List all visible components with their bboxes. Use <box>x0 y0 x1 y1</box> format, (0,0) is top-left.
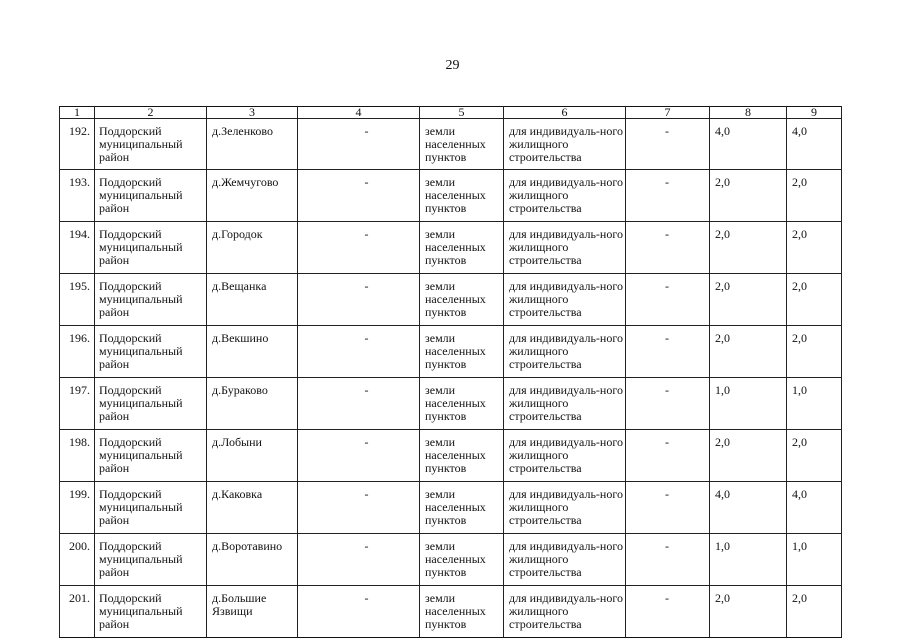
district-cell: Поддорский муниципальный район <box>95 534 207 586</box>
column-4-cell: - <box>298 274 420 326</box>
column-9-cell: 2,0 <box>787 326 842 378</box>
column-8-cell: 2,0 <box>710 274 787 326</box>
header-cell: 7 <box>626 107 710 119</box>
land-category-cell: земли населенных пунктов <box>420 534 504 586</box>
row-number: 197. <box>60 378 95 430</box>
column-8-cell: 1,0 <box>710 378 787 430</box>
page-number: 29 <box>445 58 460 73</box>
table-row <box>60 482 842 534</box>
permitted-use-cell: для индивидуаль-ного жилищного строительства <box>504 119 626 170</box>
permitted-use-cell: для индивидуаль-ного жилищного строительства <box>504 482 626 534</box>
column-8-cell: 2,0 <box>710 586 787 638</box>
table-row <box>60 119 842 170</box>
table-row <box>60 274 842 326</box>
settlement-cell: д.Лобыни <box>207 430 298 482</box>
column-9-cell: 2,0 <box>787 430 842 482</box>
table-header-row <box>60 107 842 119</box>
column-9-cell: 2,0 <box>787 586 842 638</box>
land-category-cell: земли населенных пунктов <box>420 274 504 326</box>
row-number: 198. <box>60 430 95 482</box>
column-9-cell: 1,0 <box>787 378 842 430</box>
permitted-use-cell: для индивидуаль-ного жилищного строительства <box>504 378 626 430</box>
header-cell: 9 <box>787 107 842 119</box>
header-cell: 6 <box>504 107 626 119</box>
column-7-cell: - <box>626 274 710 326</box>
settlement-cell: д.Большие Язвищи <box>207 586 298 638</box>
land-category-cell: земли населенных пунктов <box>420 326 504 378</box>
row-number: 196. <box>60 326 95 378</box>
column-4-cell: - <box>298 119 420 170</box>
column-4-cell: - <box>298 378 420 430</box>
land-plots-table <box>59 106 842 638</box>
settlement-cell: д.Городок <box>207 222 298 274</box>
permitted-use-cell: для индивидуаль-ного жилищного строительства <box>504 586 626 638</box>
table-row <box>60 534 842 586</box>
table-row <box>60 326 842 378</box>
column-9-cell: 4,0 <box>787 482 842 534</box>
column-4-cell: - <box>298 534 420 586</box>
row-number: 201. <box>60 586 95 638</box>
column-8-cell: 2,0 <box>710 430 787 482</box>
column-7-cell: - <box>626 482 710 534</box>
land-category-cell: земли населенных пунктов <box>420 119 504 170</box>
land-category-cell: земли населенных пунктов <box>420 170 504 222</box>
table-row <box>60 170 842 222</box>
column-7-cell: - <box>626 119 710 170</box>
column-7-cell: - <box>626 326 710 378</box>
column-7-cell: - <box>626 586 710 638</box>
settlement-cell: д.Воротавино <box>207 534 298 586</box>
column-8-cell: 4,0 <box>710 119 787 170</box>
column-7-cell: - <box>626 170 710 222</box>
column-4-cell: - <box>298 222 420 274</box>
land-category-cell: земли населенных пунктов <box>420 482 504 534</box>
header-cell: 1 <box>60 107 95 119</box>
column-7-cell: - <box>626 430 710 482</box>
land-category-cell: земли населенных пунктов <box>420 586 504 638</box>
permitted-use-cell: для индивидуаль-ного жилищного строительства <box>504 170 626 222</box>
row-number: 192. <box>60 119 95 170</box>
table-row <box>60 378 842 430</box>
row-number: 200. <box>60 534 95 586</box>
permitted-use-cell: для индивидуаль-ного жилищного строительства <box>504 534 626 586</box>
column-4-cell: - <box>298 586 420 638</box>
column-4-cell: - <box>298 170 420 222</box>
row-number: 194. <box>60 222 95 274</box>
column-7-cell: - <box>626 222 710 274</box>
column-9-cell: 2,0 <box>787 170 842 222</box>
district-cell: Поддорский муниципальный район <box>95 378 207 430</box>
column-7-cell: - <box>626 378 710 430</box>
column-8-cell: 2,0 <box>710 326 787 378</box>
header-cell: 4 <box>298 107 420 119</box>
row-number: 193. <box>60 170 95 222</box>
settlement-cell: д.Зеленково <box>207 119 298 170</box>
column-4-cell: - <box>298 482 420 534</box>
settlement-cell: д.Жемчугово <box>207 170 298 222</box>
column-9-cell: 1,0 <box>787 534 842 586</box>
land-category-cell: земли населенных пунктов <box>420 222 504 274</box>
settlement-cell: д.Каковка <box>207 482 298 534</box>
land-category-cell: земли населенных пунктов <box>420 378 504 430</box>
district-cell: Поддорский муниципальный район <box>95 119 207 170</box>
column-4-cell: - <box>298 430 420 482</box>
column-9-cell: 4,0 <box>787 119 842 170</box>
district-cell: Поддорский муниципальный район <box>95 586 207 638</box>
land-category-cell: земли населенных пунктов <box>420 430 504 482</box>
district-cell: Поддорский муниципальный район <box>95 430 207 482</box>
table-body <box>60 119 842 638</box>
district-cell: Поддорский муниципальный район <box>95 170 207 222</box>
district-cell: Поддорский муниципальный район <box>95 222 207 274</box>
column-9-cell: 2,0 <box>787 222 842 274</box>
column-8-cell: 2,0 <box>710 222 787 274</box>
column-8-cell: 4,0 <box>710 482 787 534</box>
permitted-use-cell: для индивидуаль-ного жилищного строительства <box>504 222 626 274</box>
column-8-cell: 1,0 <box>710 534 787 586</box>
permitted-use-cell: для индивидуаль-ного жилищного строительства <box>504 274 626 326</box>
column-9-cell: 2,0 <box>787 274 842 326</box>
header-cell: 2 <box>95 107 207 119</box>
permitted-use-cell: для индивидуаль-ного жилищного строительства <box>504 430 626 482</box>
district-cell: Поддорский муниципальный район <box>95 482 207 534</box>
settlement-cell: д.Бураково <box>207 378 298 430</box>
header-cell: 3 <box>207 107 298 119</box>
table-row <box>60 430 842 482</box>
district-cell: Поддорский муниципальный район <box>95 274 207 326</box>
district-cell: Поддорский муниципальный район <box>95 326 207 378</box>
column-8-cell: 2,0 <box>710 170 787 222</box>
permitted-use-cell: для индивидуаль-ного жилищного строительства <box>504 326 626 378</box>
row-number: 199. <box>60 482 95 534</box>
header-cell: 5 <box>420 107 504 119</box>
column-7-cell: - <box>626 534 710 586</box>
table-row <box>60 586 842 638</box>
column-4-cell: - <box>298 326 420 378</box>
header-cell: 8 <box>710 107 787 119</box>
table-row <box>60 222 842 274</box>
settlement-cell: д.Векшино <box>207 326 298 378</box>
row-number: 195. <box>60 274 95 326</box>
settlement-cell: д.Вещанка <box>207 274 298 326</box>
